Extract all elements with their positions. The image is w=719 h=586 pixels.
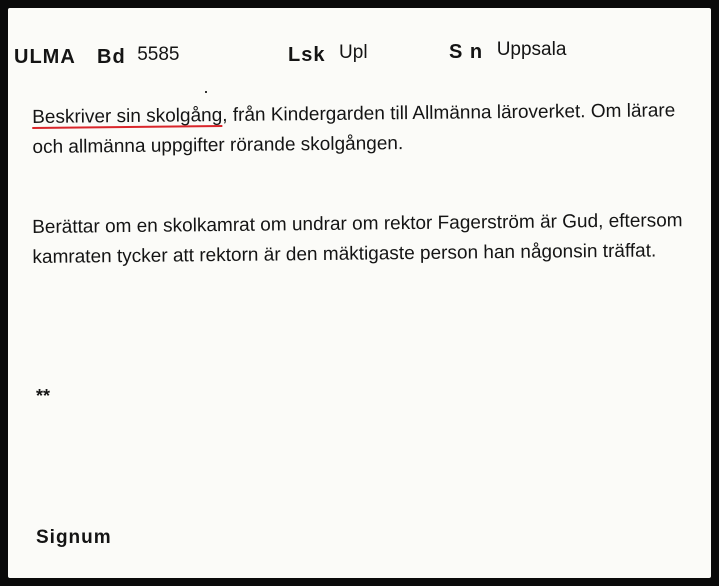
lsk-value: Upl (339, 42, 368, 63)
paragraph-1-text: , från Kindergarden till Allmänna läroverket. Om lärare och allmänna uppgifter rörande skolgången. (32, 100, 676, 158)
sn-label: S n (449, 41, 484, 63)
bd-field (97, 46, 180, 69)
lsk-field (288, 44, 368, 67)
archive-label: ULMA (14, 46, 76, 68)
bd-value: 5585 (137, 44, 180, 65)
underlined-phrase: Beskriver sin skolgång (32, 105, 223, 128)
signum-label: Signum (36, 527, 112, 548)
sn-field (449, 41, 566, 64)
stars-marker: ** (36, 386, 51, 406)
sn-value: Uppsala (496, 39, 567, 60)
stray-mark (205, 91, 207, 93)
description-paragraph-1 (32, 96, 693, 163)
bd-label: Bd (97, 46, 126, 68)
lsk-label: Lsk (288, 44, 326, 66)
archive-header (14, 46, 76, 69)
paragraph-2-text: Berättar om en skolkamrat om undrar om rektor Fagerström är Gud, eftersom kamraten tycker att rektorn är den mäktigaste person han någonsin träffat. (32, 210, 683, 268)
archive-card (8, 8, 711, 578)
description-paragraph-2 (32, 206, 693, 273)
